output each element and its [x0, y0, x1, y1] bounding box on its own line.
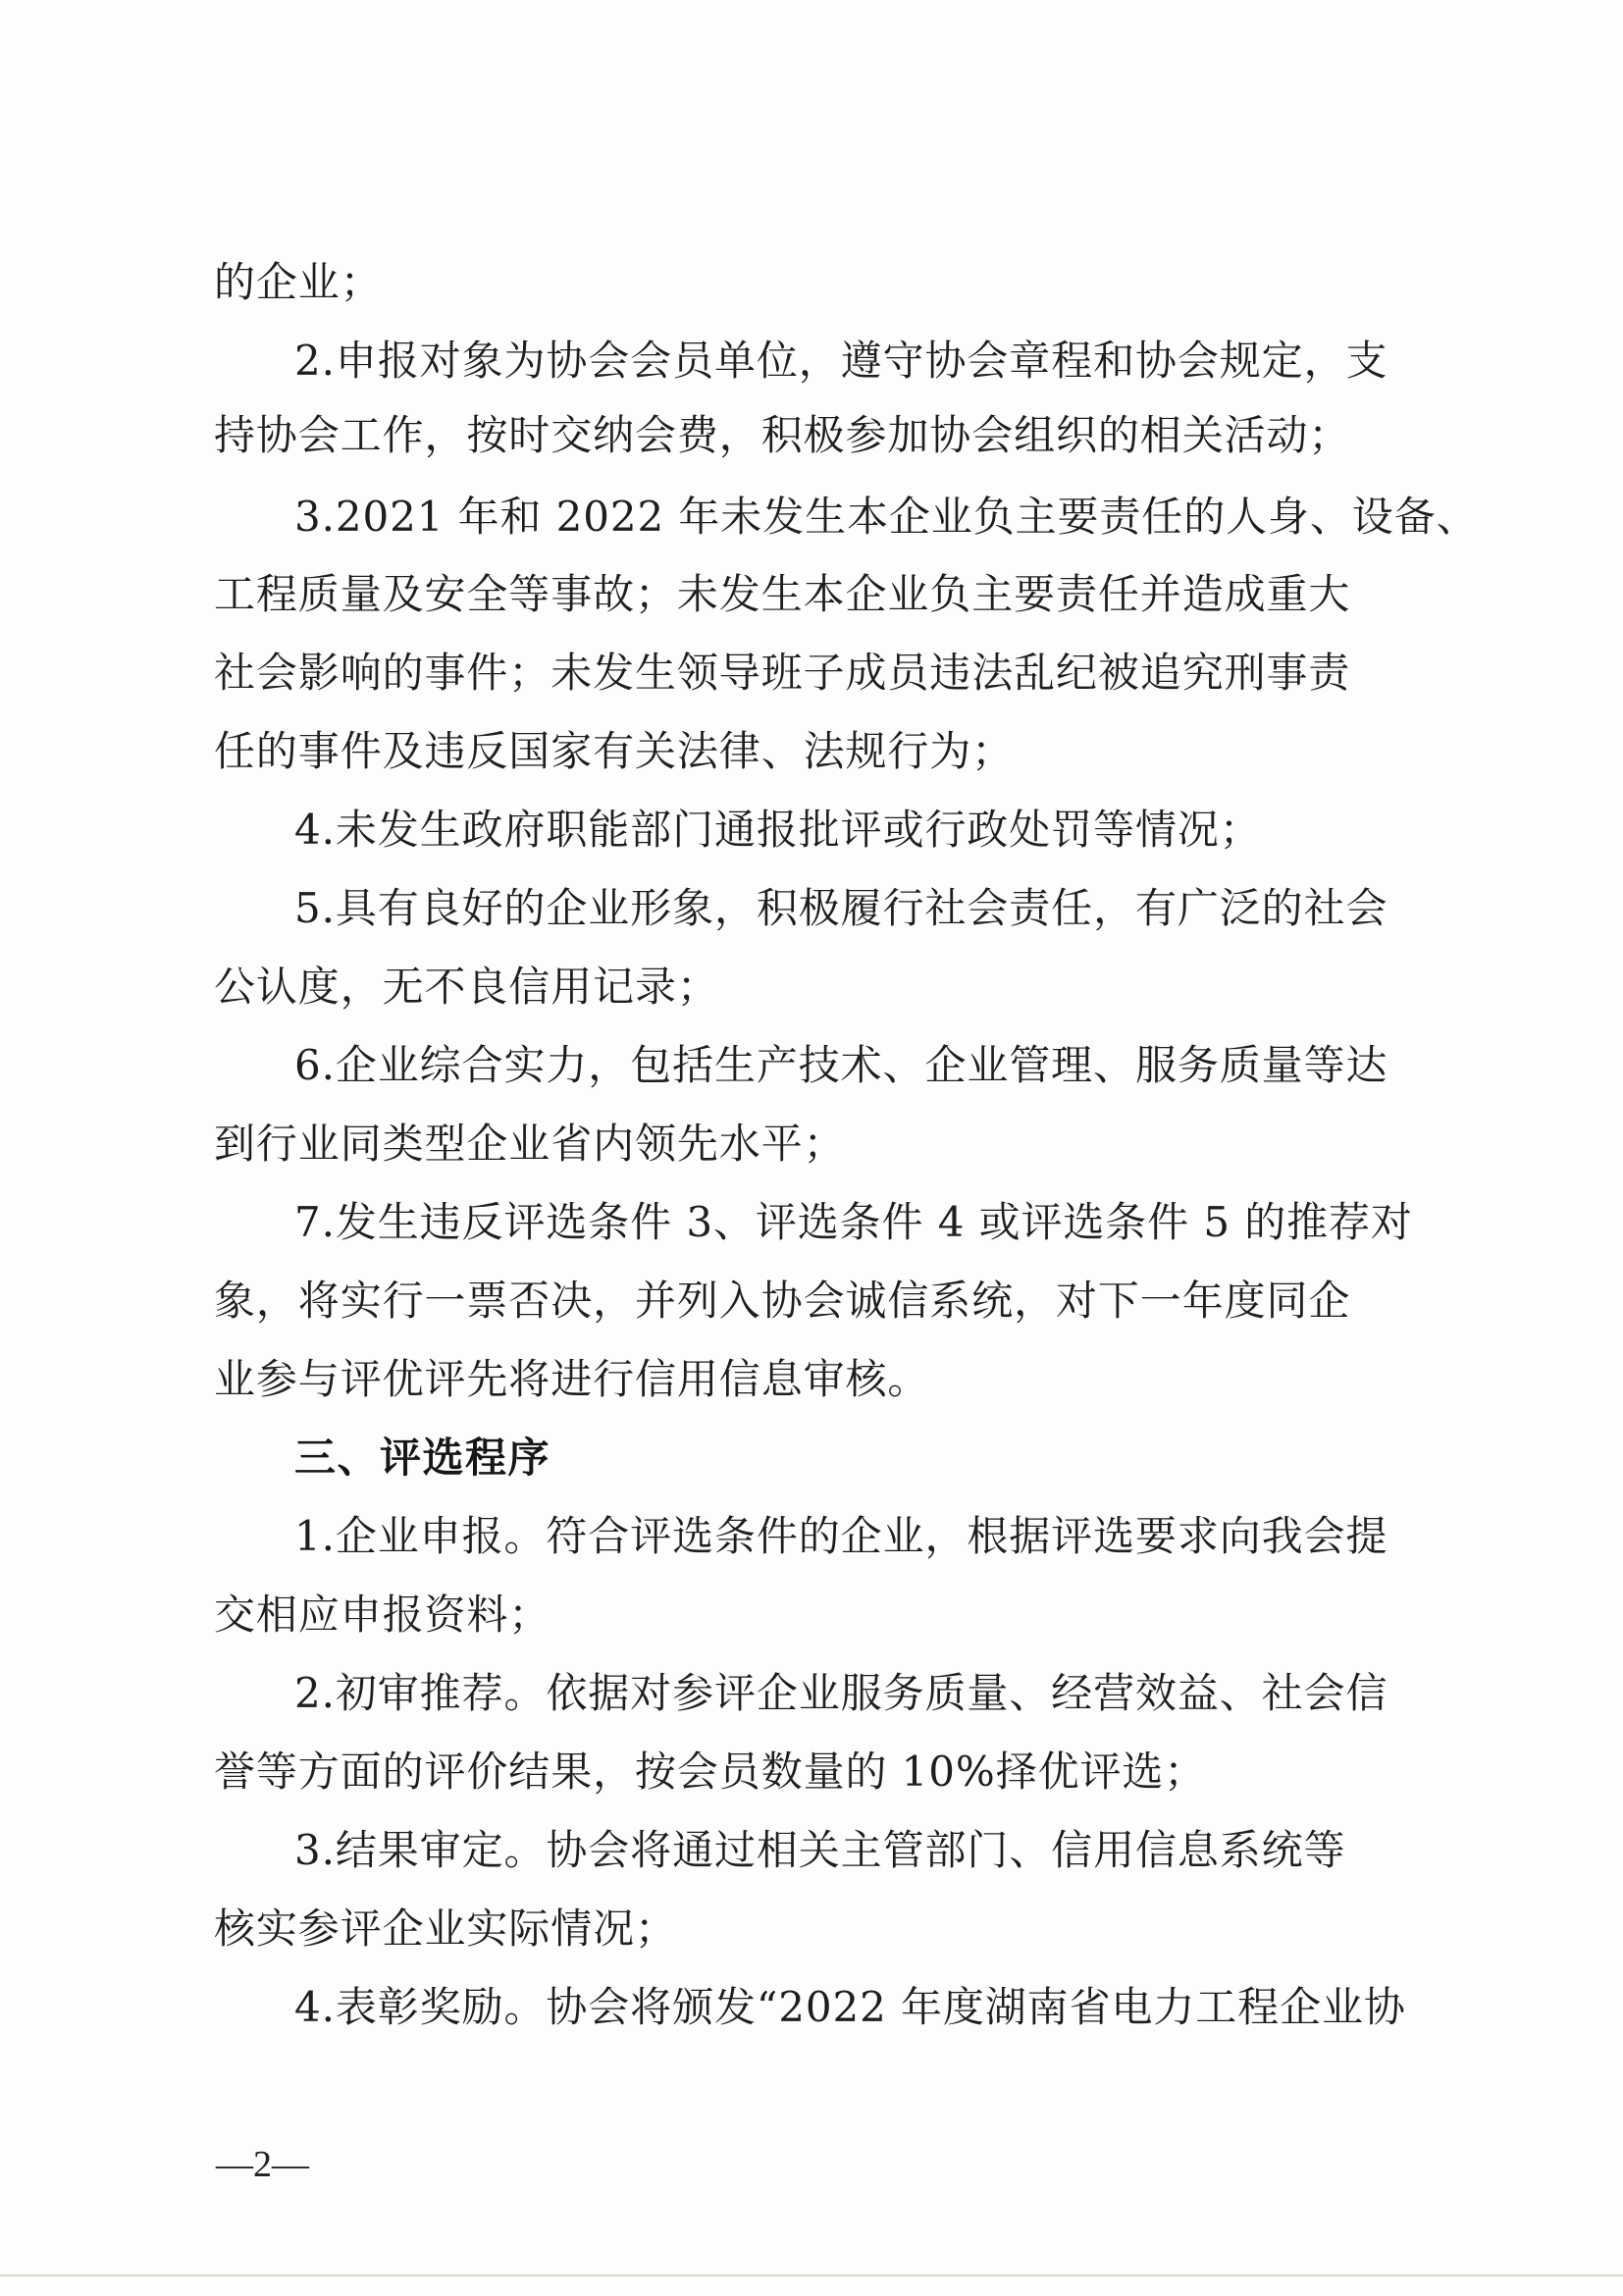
text-line: 7.发生违反评选条件 3、评选条件 4 或评选条件 5 的推荐对: [294, 1198, 1413, 1246]
text-line: 4.表彰奖励。协会将颁发“2022 年度湖南省电力工程企业协: [294, 1983, 1406, 2031]
text-line: 6.企业综合实力，包括生产技术、企业管理、服务质量等达: [294, 1041, 1388, 1089]
section-heading: 三、评选程序: [294, 1434, 551, 1482]
text-line: 3.结果审定。协会将通过相关主管部门、信用信息系统等: [294, 1826, 1346, 1874]
text-line: 2.申报对象为协会会员单位，遵守协会章程和协会规定，支: [294, 337, 1388, 385]
text-line: 工程质量及安全等事故；未发生本企业负主要责任并造成重大: [214, 570, 1351, 618]
page-number: —2—: [216, 2144, 309, 2185]
text-line: 公认度，无不良信用记录；: [214, 963, 719, 1011]
text-line: 持协会工作，按时交纳会费，积极参加协会组织的相关活动；: [214, 411, 1351, 459]
text-line: 社会影响的事件；未发生领导班子成员违法乱纪被追究刑事责: [214, 649, 1351, 697]
text-line: 3.2021 年和 2022 年未发生本企业负主要责任的人身、设备、: [294, 493, 1479, 541]
text-line: 到行业同类型企业省内领先水平；: [214, 1120, 846, 1168]
text-line: 业参与评优评先将进行信用信息审核。: [214, 1355, 930, 1403]
text-line: 交相应申报资料；: [214, 1591, 551, 1639]
text-line: 核实参评企业实际情况；: [214, 1905, 677, 1953]
text-line: 5.具有良好的企业形象，积极履行社会责任，有广泛的社会: [294, 884, 1388, 932]
text-line: 2.初审推荐。依据对参评企业服务质量、经营效益、社会信: [294, 1669, 1388, 1717]
scan-edge-divider: [0, 2274, 1623, 2276]
text-line: 的企业；: [214, 258, 383, 306]
text-line: 任的事件及违反国家有关法律、法规行为；: [214, 727, 1015, 775]
text-line: 4.未发生政府职能部门通报批评或行政处罚等情况；: [294, 806, 1262, 854]
text-line: 象，将实行一票否决，并列入协会诚信系统，对下一年度同企: [214, 1277, 1351, 1325]
text-line: 誉等方面的评价结果，按会员数量的 10%择优评选；: [214, 1748, 1207, 1796]
text-line: 1.企业申报。符合评选条件的企业，根据评选要求向我会提: [294, 1512, 1388, 1560]
